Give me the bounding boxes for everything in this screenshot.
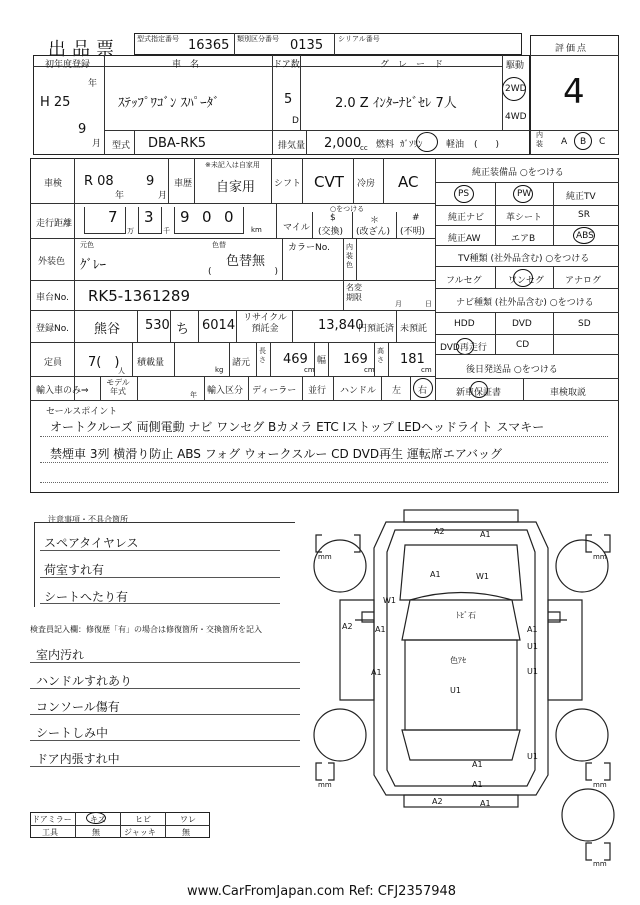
interior-b: B [580, 137, 587, 147]
recycle-label: リサイクル預託金 [243, 313, 287, 334]
navi-dvd: DVD [512, 319, 532, 329]
shaken-month: 9 [146, 174, 155, 189]
ac: AC [398, 173, 419, 191]
import-cls: 輸入区分 [207, 386, 244, 396]
mirror-h2: キズ [90, 815, 106, 824]
len-label: 長さ [259, 347, 266, 364]
parallel: 並行 [308, 386, 327, 396]
katashiki-label: 型式 [112, 141, 131, 151]
model-year-unit: 年 [190, 391, 197, 399]
displacement: 2,000 [324, 136, 362, 151]
chassis-label: 車台No. [36, 293, 69, 303]
dollar: $ [330, 213, 336, 223]
dmg-bumper-front-a1: A1 [480, 530, 491, 539]
dmg-windshield: ﾄﾋﾞ石 [456, 611, 476, 620]
hei-cm: cm [421, 366, 432, 374]
handle-right: 右 [418, 386, 428, 396]
year-label: 年 [88, 79, 98, 89]
inspector-3: コンソール傷有 [36, 700, 120, 714]
handle: ハンドル [340, 386, 377, 396]
import-label: 輸入車のみ⇒ [36, 386, 89, 396]
car-name-label: 車 名 [172, 60, 200, 70]
class-no-label: 類別区分番号 [237, 35, 279, 43]
mirror-r1: 工具 [42, 828, 58, 837]
fuel: ｶﾞｿﾘﾝ [400, 140, 423, 150]
koukan: (交換) [318, 227, 344, 237]
navi-sd: SD [578, 319, 591, 329]
navi-hdd: HDD [454, 319, 475, 329]
chassis: RK5-1361289 [88, 287, 191, 305]
note-3: シートへたり有 [44, 590, 129, 604]
int-color-label: 内装色 [346, 243, 353, 269]
mm-fr: mm [593, 553, 607, 561]
wid-label: 幅 [317, 356, 327, 366]
model-no-label: 型式指定番号 [137, 35, 179, 43]
mileage-d2: 3 [144, 208, 154, 226]
inspector-2: ハンドルすれあり [36, 674, 133, 688]
dmg-fender-w1: W1 [383, 596, 396, 605]
dmg-rdoor-a1: A1 [527, 625, 538, 634]
mirror-h3: ヒビ [135, 815, 151, 824]
dmg-rdoor-u1: U1 [527, 642, 538, 651]
grade-label: 評価点 [555, 44, 589, 54]
mile-label: マイル [283, 223, 310, 233]
equip-sr: SR [578, 210, 590, 220]
navi-dvd-play: DVD再走行 [440, 343, 487, 353]
after-warranty: 新車保証書 [456, 388, 502, 398]
interior-a: A [561, 137, 568, 147]
first-reg-era: H 25 [40, 95, 71, 110]
hash: # [412, 213, 420, 223]
iro-paren: ( ) [208, 267, 279, 277]
doors: 5 [284, 92, 293, 107]
mileage-km: km [251, 226, 262, 234]
meigi-label: 名変期限 [346, 283, 362, 302]
dmg-hood-a1: A1 [430, 570, 441, 579]
meigi-day: 日 [425, 300, 432, 308]
mirror-r4: 無 [182, 828, 190, 837]
equip-pw: PW [517, 189, 532, 199]
colorno-label: カラーNo. [288, 243, 330, 253]
door-type: D [292, 116, 299, 126]
iro-label: 色替 [212, 241, 226, 249]
hei-label: 高さ [377, 347, 384, 364]
height: 181 [400, 352, 425, 367]
equip-leather: 革シート [506, 213, 543, 223]
mileage-man: 万 [127, 227, 134, 235]
serial-label: シリアル番号 [338, 35, 380, 43]
reki-label: 車歴 [174, 179, 193, 189]
model-no: 16365 [188, 38, 230, 53]
capacity: 7( ) [88, 355, 120, 370]
recycle: 13,840 [318, 318, 364, 333]
shift-label: シフト [274, 179, 302, 189]
load-label: 積載量 [137, 358, 165, 368]
car-name: ｽﾃｯﾌﾟﾜｺﾞﾝ ｽﾊﾟｰﾀﾞ [118, 96, 220, 111]
mm-rl: mm [318, 781, 332, 789]
dmg-door-a2: A2 [342, 622, 353, 631]
dim-label: 諸元 [232, 358, 251, 368]
fumei: (不明) [400, 227, 426, 237]
footer-ref: www.CarFromJapan.com Ref: CFJ2357948 [187, 884, 457, 899]
genshoku: 元色 [80, 241, 94, 249]
mirror-h4: ワレ [180, 815, 196, 824]
dmg-hood-w1: W1 [476, 572, 489, 581]
mileage-d3: 9 [180, 208, 190, 226]
plate-class: 530 [145, 318, 170, 333]
class-no: 0135 [290, 38, 324, 53]
notes-label: 注意事項・不具合箇所 [48, 515, 128, 524]
grade-name-label: グ レ ー ド [380, 60, 444, 70]
dmg-roof-u1b: U1 [450, 686, 461, 695]
length: 469 [283, 352, 308, 367]
drive-4wd: 4WD [505, 112, 527, 122]
grade-name: 2.0 Z ｲﾝﾀｰﾅﾋﾞｾﾚ 7人 [335, 96, 457, 111]
drive-label: 駆動 [506, 61, 525, 71]
grade-value: 4 [563, 72, 585, 112]
dmg-rear-u1: U1 [527, 752, 538, 761]
navi-cd: CD [516, 340, 530, 350]
shaken: R 08 [84, 174, 114, 189]
dmg-bumper-front-a2: A2 [434, 527, 445, 536]
recycle-unit: 円預託済 [358, 324, 395, 334]
mm-rr: mm [593, 781, 607, 789]
sales-line1: オートクルーズ 両側電動 ナビ ワンセグ Bカメラ ETC Iストップ LEDヘッドライト スマキー [50, 420, 545, 434]
plate-no: 6014 [202, 318, 236, 333]
drive-2wd: 2WD [505, 84, 527, 94]
width: 169 [343, 352, 368, 367]
mm-spare: mm [593, 860, 607, 868]
page-title: 出品票 [48, 39, 120, 60]
mm-fl: mm [318, 553, 332, 561]
inspector-1: 室内汚れ [36, 648, 85, 662]
katashiki: DBA-RK5 [148, 136, 207, 151]
dealer: ディーラー [252, 386, 297, 396]
len-cm: cm [304, 366, 315, 374]
equip-airbag: エアB [511, 234, 536, 244]
tv-analog: アナログ [565, 276, 602, 286]
equip-abs: ABS [576, 231, 594, 241]
sales-label: セールスポイント [46, 407, 118, 417]
note-2: 荷室すれ有 [44, 563, 105, 577]
first-reg-label: 初年度登録 [45, 60, 91, 70]
dmg-roof-fade: 色ｱｾ [450, 656, 466, 665]
mileage-d4: 0 [202, 208, 212, 226]
plate-city: 熊谷 [94, 322, 121, 337]
kaizan: (改ざん) [356, 227, 391, 237]
shaken-year: 年 [115, 191, 125, 201]
load-unit: kg [215, 366, 224, 374]
navi-title: ナビ種類 (社外品含む) ○をつける [456, 298, 594, 308]
note-1: スペアタイヤレス [44, 536, 139, 550]
equip-title: 純正装備品 ○をつける [472, 168, 564, 178]
cc-unit: cc [360, 144, 368, 152]
equip-navi: 純正ナビ [448, 213, 485, 223]
capacity-label: 定員 [44, 358, 63, 368]
interior-c: C [599, 137, 606, 147]
equip-tv: 純正TV [566, 192, 596, 202]
shift: CVT [314, 173, 344, 191]
equip-ps: PS [458, 189, 470, 199]
plate-kana: ち [176, 322, 190, 337]
color-label: 外装色 [38, 257, 66, 267]
tv-title: TV種類 (社外品含む) ○をつける [458, 254, 590, 264]
light-oil: 軽油 [446, 140, 465, 150]
dmg-bumper-rear-a1: A1 [480, 799, 491, 808]
mirror-r2: 無 [92, 828, 100, 837]
mirror-h1: ドアミラー [32, 815, 72, 824]
handle-left: 左 [392, 386, 402, 396]
capacity-unit: 人 [118, 367, 125, 375]
mirror-r3: ジャッキ [124, 828, 156, 837]
month-label: 月 [92, 139, 102, 149]
mark-note: ○をつける [330, 205, 365, 213]
inspector-5: ドア内張すれ中 [36, 752, 120, 766]
dmg-slide-a1: A1 [371, 668, 382, 677]
reki: 自家用 [216, 180, 256, 195]
wid-cm: cm [364, 366, 375, 374]
plate-label: 登録No. [36, 324, 69, 334]
dmg-door-a1: A1 [375, 625, 386, 634]
after-title: 後日発送品 ○をつける [466, 365, 558, 375]
mileage-d1: 7 [108, 208, 118, 226]
inspector-4: シートしみ中 [36, 726, 109, 740]
after-manual: 車検取説 [550, 388, 587, 398]
ac-label: 冷房 [357, 179, 376, 189]
star: ＊ [370, 216, 380, 226]
dmg-bumper-rear-a2: A2 [432, 797, 443, 806]
equip-aw: 純正AW [448, 234, 481, 244]
mi-yotaku: 未預託 [400, 324, 428, 334]
inspector-label: 検査員記入欄：修復歴「有」の場合は修復箇所・交換箇所を記入 [30, 625, 262, 634]
tv-oneseg: ワンセグ [508, 276, 545, 286]
reki-note: ※未記入は自家用 [205, 161, 260, 169]
interior-label: 内装 [536, 131, 543, 148]
shaken-label: 車検 [44, 179, 63, 189]
fuel-label: 燃料 [376, 140, 395, 150]
dmg-roof-u1: U1 [527, 667, 538, 676]
shaken-month-label: 月 [158, 191, 168, 201]
sales-line2: 禁煙車 3列 横滑り防止 ABS フォグ ウォークスルー CD DVD再生 運転席エアバッグ [50, 447, 502, 461]
tv-fullseg: フルセグ [446, 276, 482, 286]
color: ｸﾞﾚｰ [80, 258, 106, 273]
doors-label: ドア数 [273, 60, 300, 70]
dmg-rear-a1b: A1 [472, 780, 483, 789]
mileage-label: 走行距離 [36, 219, 73, 229]
displacement-label: 排気量 [278, 141, 306, 151]
meigi-month: 月 [395, 300, 402, 308]
first-reg-month: 9 [78, 122, 87, 137]
fuel-paren: ( ) [474, 140, 500, 150]
mileage-d5: 0 [224, 208, 234, 226]
iro-value: 色替無 [226, 254, 266, 269]
model-year-label: モデル年式 [106, 378, 130, 396]
mileage-sen: 千 [163, 227, 170, 235]
dmg-rear-a1: A1 [472, 760, 483, 769]
